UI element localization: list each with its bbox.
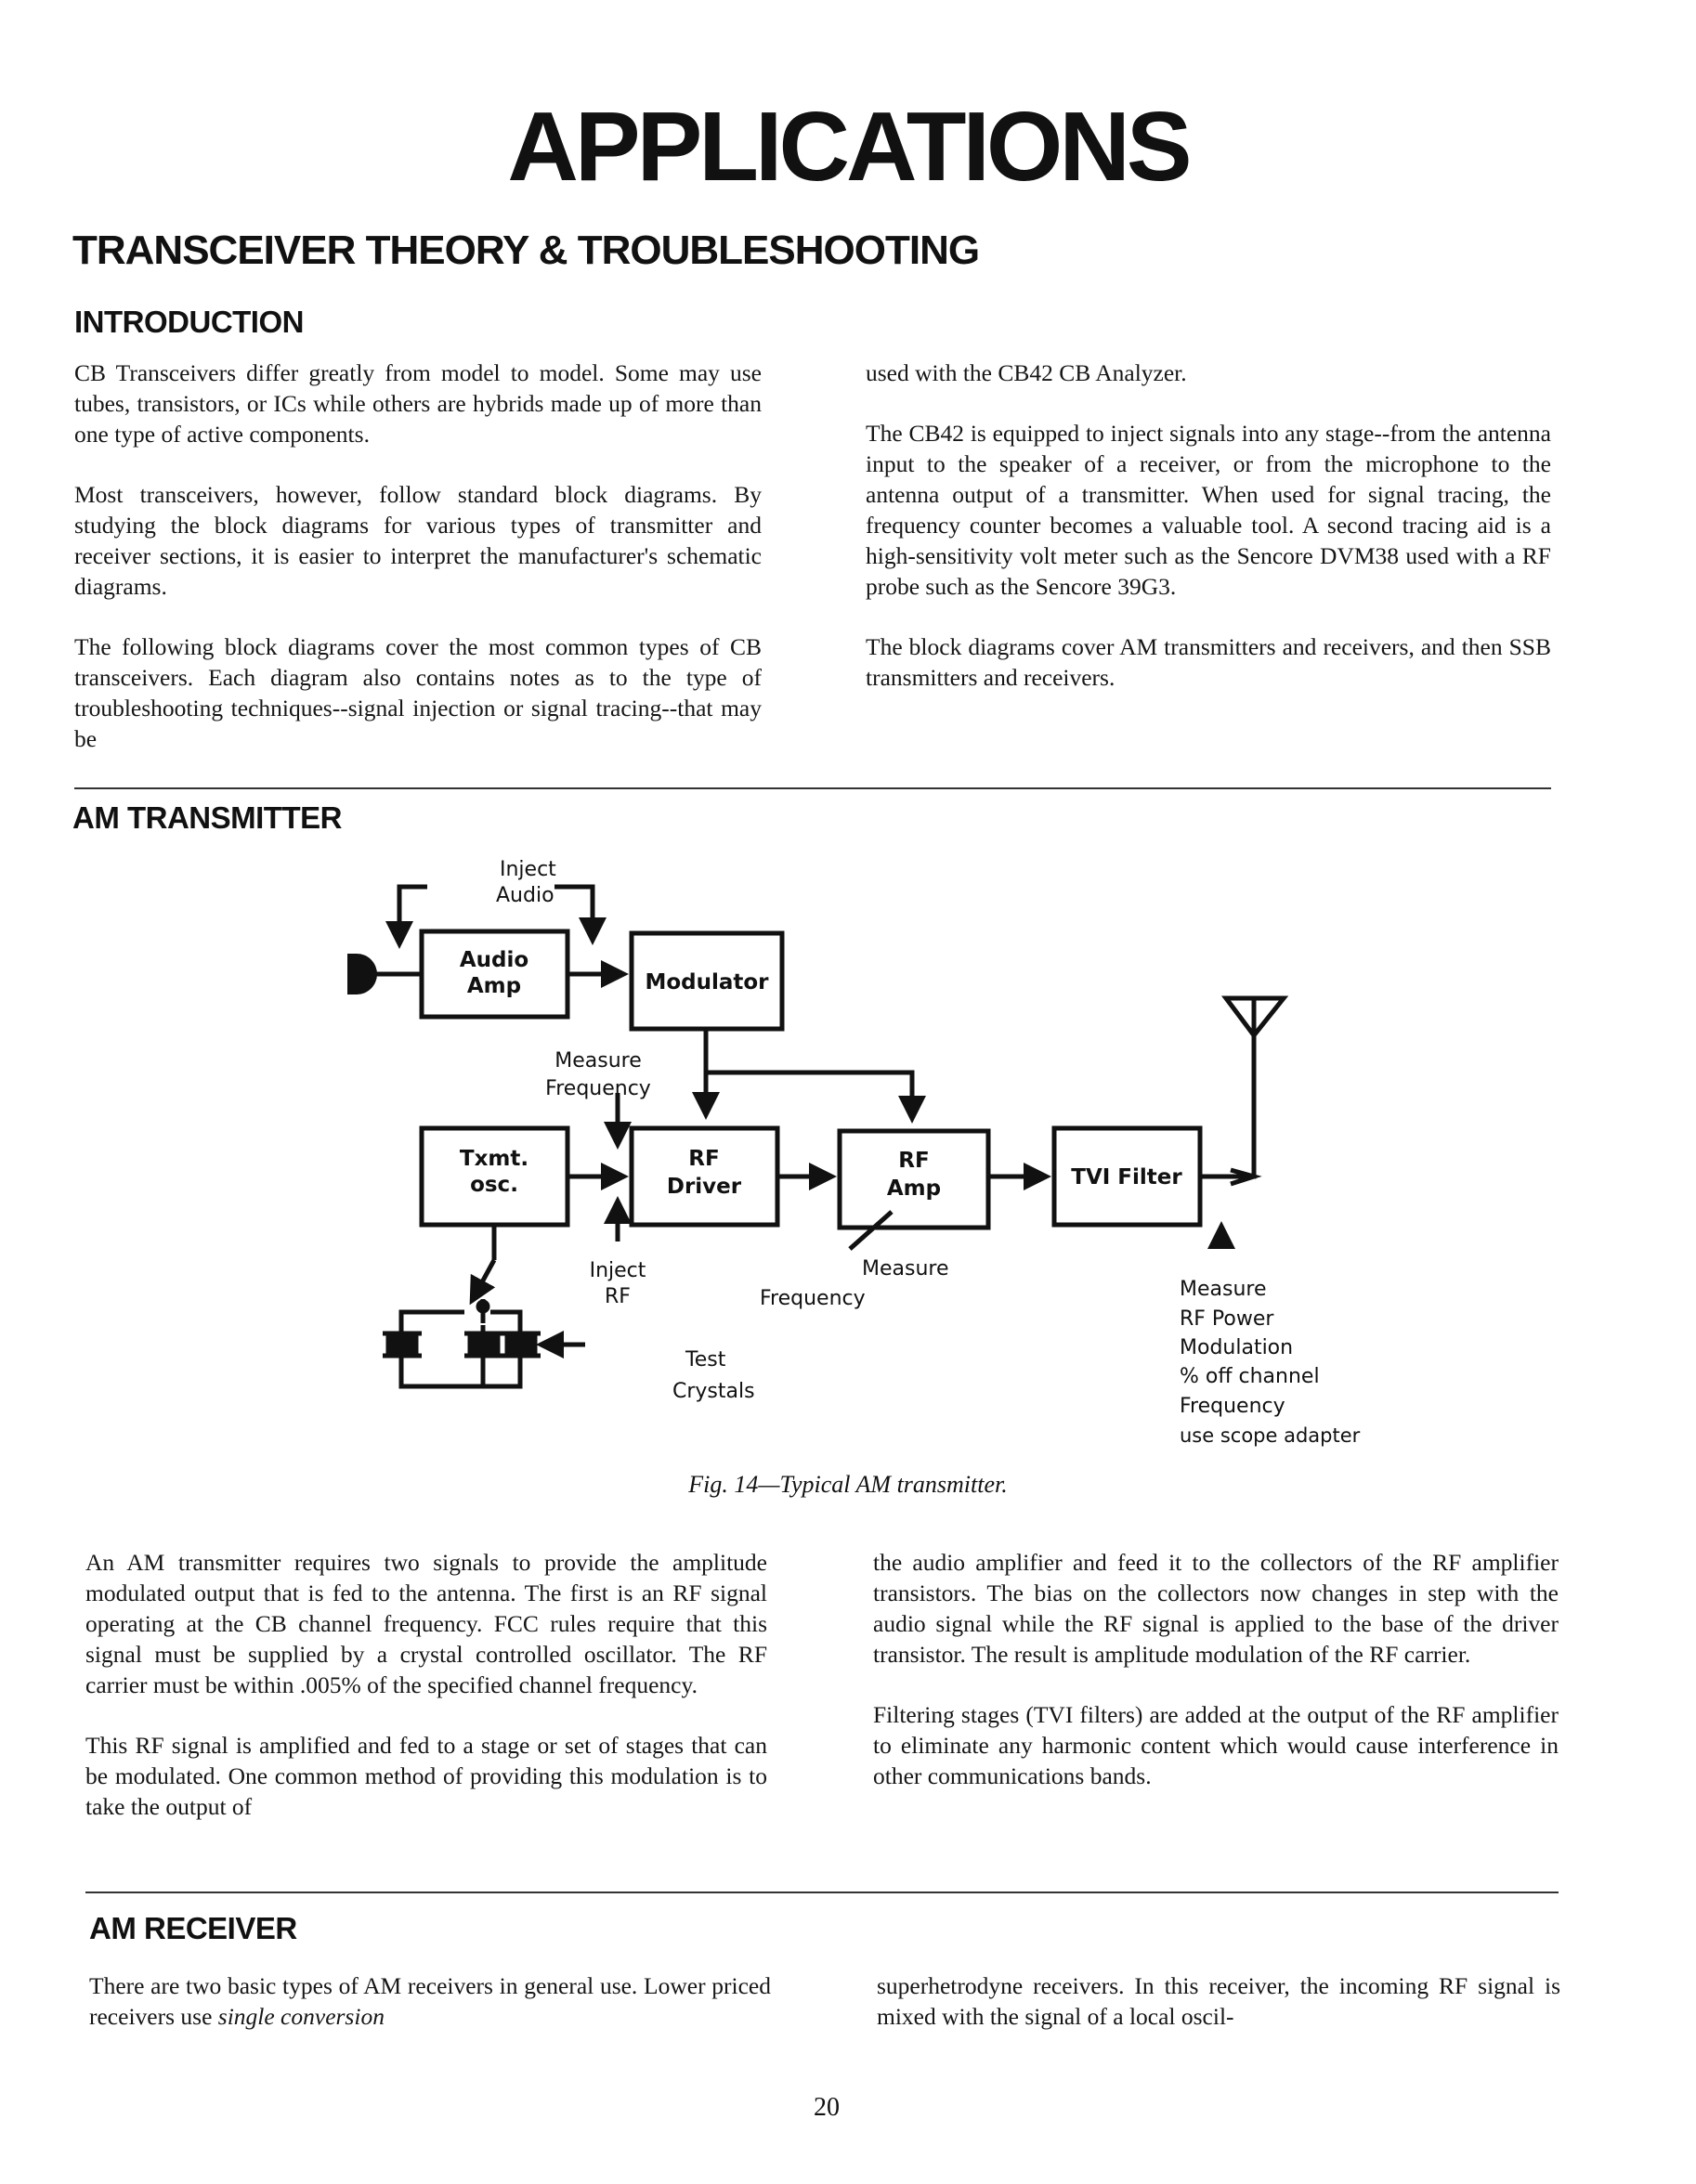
paragraph: The block diagrams cover AM transmitters and receivers, and then SSB transmitters and receivers.: [866, 633, 1551, 691]
am-transmitter-right-column: [873, 1547, 1559, 1791]
am-receiver-left-column: [89, 1970, 771, 2032]
am-transmitter-block-diagram: [334, 850, 1393, 1462]
paragraph-text: There are two basic types of AM receivers in general use. Lower priced receivers use: [89, 1972, 771, 2030]
microphone-icon: [347, 954, 377, 994]
introduction-left-column: [74, 358, 762, 754]
emphasis-text: single conversion: [217, 2003, 385, 2030]
measure-frequency-top-label-1: Measure: [554, 1049, 642, 1072]
test-crystals-label-2: Crystals: [672, 1380, 755, 1403]
test-crystals-label-1: Test: [685, 1348, 726, 1372]
paragraph: the audio amplifier and feed it to the collectors of the RF amplifier transistors. The bias on the collectors now changes in step with the audio signal while the RF signal is applied to the base of the driver transistor. The result is amplitude modulation of the RF carrier.: [873, 1549, 1559, 1668]
inject-audio-label-2: Audio: [496, 884, 554, 907]
section-divider: [85, 1892, 1559, 1893]
rf-amp-label-2: Amp: [886, 1176, 942, 1201]
txmt-osc-label-2: osc.: [470, 1173, 518, 1197]
paragraph-text: superhetrodyne receivers. In this receiver, the incoming RF signal is mixed with the signal of a local oscil-: [877, 1972, 1560, 2030]
measure-frequency-bottom-label-1: Measure: [862, 1257, 949, 1280]
page-subtitle: TRANSCEIVER THEORY & TROUBLESHOOTING: [72, 228, 980, 273]
output-rf-power-label: RF Power: [1180, 1307, 1274, 1331]
paragraph: The following block diagrams cover the most common types of CB transceivers. Each diagram also contains notes as to the type of troubleshooting techniques--signal injection or signal tracing--that may be: [74, 633, 762, 752]
section-divider: [74, 787, 1551, 789]
output-scope-adapter-label: use scope adapter: [1180, 1424, 1361, 1447]
paragraph: Most transceivers, however, follow standard block diagrams. By studying the block diagrams for various types of transmitter and receiver sections, it is easier to interpret the manufacturer's schematic diagrams.: [74, 481, 762, 600]
rf-driver-label-2: Driver: [666, 1175, 742, 1199]
rf-driver-label-1: RF: [688, 1147, 720, 1171]
paragraph: used with the CB42 CB Analyzer.: [866, 359, 1187, 386]
rf-amp-label-1: RF: [898, 1149, 930, 1173]
output-frequency-label: Frequency: [1180, 1395, 1285, 1418]
output-measure-label: Measure: [1180, 1278, 1267, 1301]
am-transmitter-heading: AM TRANSMITTER: [72, 800, 342, 835]
am-transmitter-left-column: [85, 1547, 767, 1822]
figure-caption: Fig. 14—Typical AM transmitter.: [688, 1471, 1008, 1498]
measure-frequency-top-label-2: Frequency: [545, 1077, 651, 1100]
inject-audio-label-1: Inject: [500, 858, 556, 881]
introduction-right-column: [866, 358, 1551, 693]
output-modulation-label: Modulation: [1180, 1336, 1294, 1359]
audio-amp-label-2: Amp: [466, 974, 522, 998]
inject-rf-label-1: Inject: [589, 1259, 646, 1282]
page-title: APPLICATIONS: [507, 92, 1189, 202]
page-number: 20: [814, 2093, 840, 2122]
paragraph: CB Transceivers differ greatly from model to model. Some may use tubes, transistors, or ICs while others are hybrids made up of more than one type of active components.: [74, 359, 762, 448]
measure-frequency-bottom-label-2: Frequency: [760, 1287, 866, 1310]
introduction-heading: INTRODUCTION: [74, 305, 304, 339]
txmt-osc-label-1: Txmt.: [459, 1147, 529, 1171]
am-receiver-heading: AM RECEIVER: [89, 1911, 297, 1945]
modulator-label: Modulator: [645, 970, 769, 994]
paragraph: An AM transmitter requires two signals to provide the amplitude modulated output that is fed to the antenna. The first is an RF signal operating at the CB channel frequency. FCC rules require that this signal must be supplied by a crystal controlled oscillator. The RF carrier must be within .005% of the specified channel frequency.: [85, 1549, 767, 1698]
am-receiver-right-column: [877, 1970, 1560, 2032]
tvi-filter-label: TVI Filter: [1071, 1165, 1182, 1190]
paragraph: This RF signal is amplified and fed to a stage or set of stages that can be modulated. One common method of providing this modulation is to take the output of: [85, 1732, 767, 1820]
audio-amp-label-1: Audio: [459, 948, 529, 972]
inject-rf-label-2: RF: [605, 1285, 631, 1308]
output-off-channel-label: % off channel: [1180, 1365, 1320, 1388]
paragraph: The CB42 is equipped to inject signals into any stage--from the antenna input to the speaker of a receiver, or from the microphone to the antenna output of a transmitter. When used for signal tracing, the frequency counter becomes a valuable tool. A second tracing aid is a high-sensitivity volt meter such as the Sencore DVM38 used with a RF probe such as the Sencore 39G3.: [866, 420, 1551, 600]
paragraph: Filtering stages (TVI filters) are added at the output of the RF amplifier to eliminate any harmonic content which would cause interference in other communications bands.: [873, 1701, 1559, 1789]
